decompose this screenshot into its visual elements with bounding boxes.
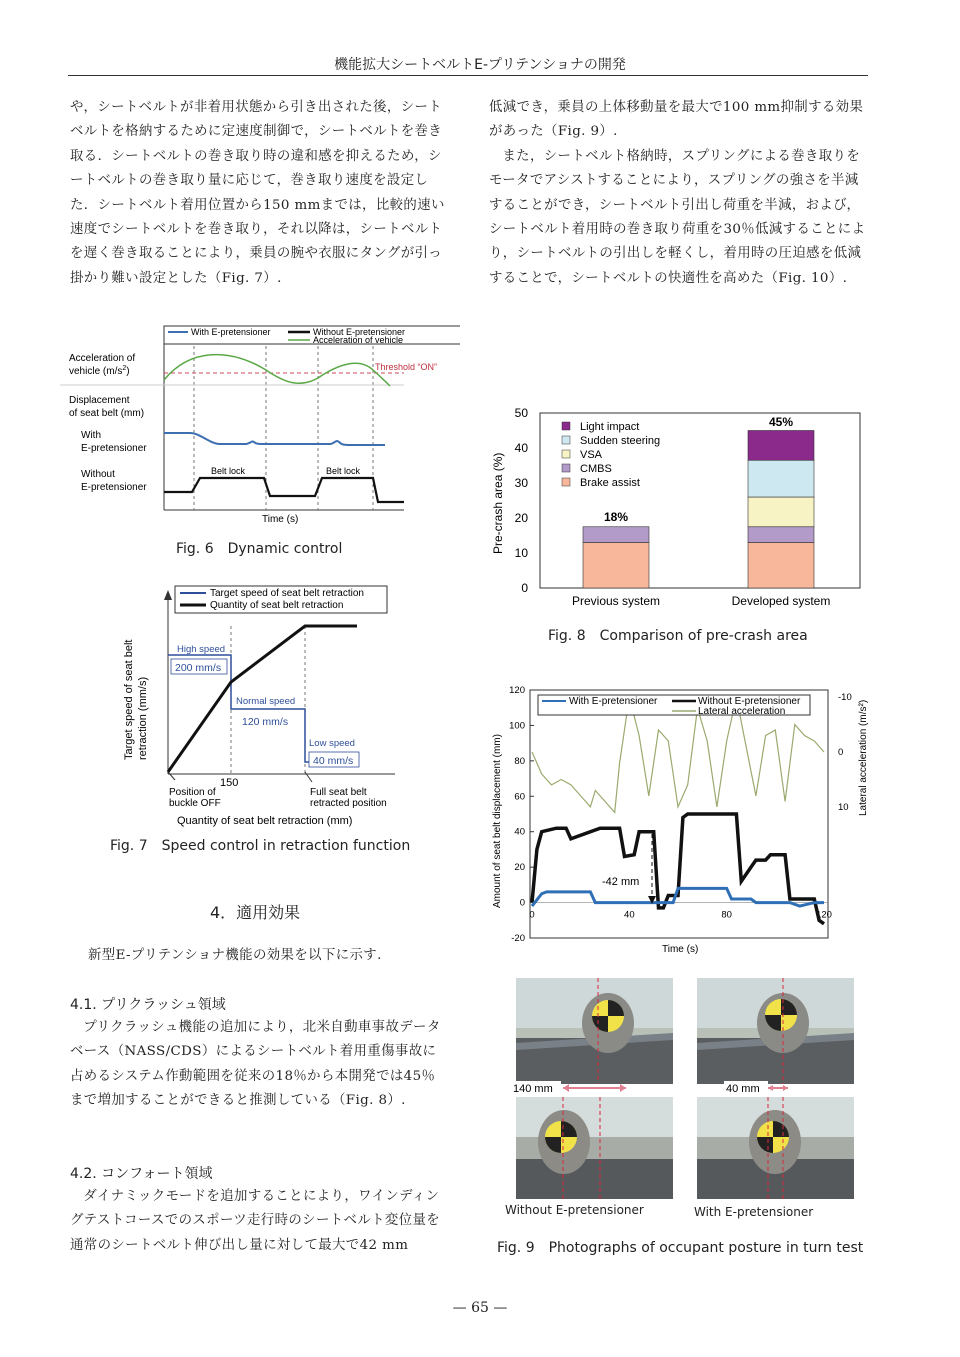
right-paragraphs bbox=[489, 96, 869, 291]
fig9-caption: Fig. 9 Photographs of occupant posture in turn test bbox=[497, 1240, 864, 1256]
page-number: — 65 — bbox=[452, 1300, 508, 1316]
fig9-y2label: Lateral acceleration (m/s²) bbox=[858, 699, 869, 816]
fig7-caption: Fig. 7 Speed control in retraction function bbox=[110, 838, 411, 854]
fig7-full-1: Full seat belt bbox=[310, 787, 367, 798]
fig7-legend-target: Target speed of seat belt retraction bbox=[210, 588, 364, 599]
fig7-tick-150: 150 bbox=[220, 777, 239, 789]
fig6-dynamic-control bbox=[60, 318, 460, 558]
fig8-legend-swatch-brake-assist bbox=[562, 478, 570, 486]
fig9-label-without: Without E-pretensioner bbox=[505, 1203, 644, 1217]
fig6-accel-curve bbox=[164, 355, 390, 386]
fig8-y-tick-0: 0 bbox=[521, 581, 528, 595]
fig6-xlabel: Time (s) bbox=[262, 514, 299, 525]
fig8-y-tick-30: 30 bbox=[514, 476, 528, 490]
fig9-x-tick-80: 80 bbox=[721, 909, 732, 921]
fig8-bar-previous-cmbs bbox=[583, 527, 649, 543]
fig8-legend-vsa: VSA bbox=[580, 449, 603, 461]
fig8-y-ticks bbox=[515, 406, 529, 595]
fig9-ylabel: Amount of seat belt displacement (mm) bbox=[492, 734, 503, 908]
fig9-xlabel: Time (s) bbox=[662, 944, 699, 955]
fig9-label-40: 40 mm bbox=[726, 1083, 760, 1095]
fig6-label-disp-2: of seat belt (mm) bbox=[69, 408, 145, 419]
fig8-category-previous: Previous system bbox=[571, 594, 661, 608]
fig8-legend-swatch-light-impact bbox=[562, 422, 570, 430]
fig8-label-previous: 18% bbox=[603, 510, 629, 524]
fig8-legend bbox=[562, 421, 660, 489]
fig9-y2-tick-10: 10 bbox=[838, 801, 849, 813]
fig9-plot-frame bbox=[530, 690, 828, 938]
fig8-y-tick-20: 20 bbox=[514, 511, 528, 525]
fig7-xlabel: Quantity of seat belt retraction (mm) bbox=[177, 815, 353, 827]
fig8-legend-cmbs: CMBS bbox=[580, 463, 612, 475]
fig7-normal-speed: Normal speed bbox=[236, 696, 296, 707]
fig8-caption: Fig. 8 Comparison of pre-crash area bbox=[548, 628, 808, 644]
fig9-legend-with: With E-pretensioner bbox=[569, 696, 658, 707]
fig6-label-accel-1: Acceleration of bbox=[69, 353, 136, 364]
fig9-displacement-plot bbox=[486, 686, 870, 958]
fig9-y-tick-0: 0 bbox=[519, 897, 525, 909]
fig8-legend-swatch-sudden-steering bbox=[562, 436, 570, 444]
subsection-4-2-title: 4.2. コンフォート領域 bbox=[70, 1166, 213, 1182]
fig8-bar-developed-light-impact bbox=[748, 431, 814, 461]
fig8-legend-swatch-cmbs bbox=[562, 464, 570, 472]
fig8-y-tick-50: 50 bbox=[514, 406, 528, 420]
fig7-normal-value: 120 mm/s bbox=[242, 716, 289, 728]
fig6-belt-lock-2: Belt lock bbox=[326, 466, 361, 476]
fig8-bar-developed-vsa bbox=[748, 497, 814, 527]
fig7-low-value: 40 mm/s bbox=[313, 755, 354, 767]
fig8-ylabel: Pre-crash area (%) bbox=[491, 452, 505, 554]
left-paragraph-1: や，シートベルトが非着用状態から引き出された後，シートベルトを格納するために定速度制御で，シートベルトを巻き取る．シートベルトの巻き取り時の違和感を抑えるため，シートベルトの巻き取り量に応じて，巻き取り速度を設定した．シートベルト着用位置から150 mmまでは，比較的速い速度でシートベルトを巻き取り，それ以降は，シートベルトを遅く巻き取ることにより，乗員の腕や衣服にタングが引っ掛かり難い設定とした（Fig. 7）. bbox=[70, 100, 445, 286]
fig6-legend-with: With E-pretensioner bbox=[191, 327, 271, 337]
fig6-label-disp-1: Displacement bbox=[69, 395, 130, 406]
fig8-bar-developed-sudden-steering bbox=[748, 460, 814, 497]
fig9-label-with: With E-pretensioner bbox=[694, 1205, 814, 1219]
fig9-measurements bbox=[508, 1078, 858, 1102]
fig7-speed-control bbox=[105, 582, 415, 832]
running-header: 機能拡大シートベルトE-プリテンショナの開発 bbox=[334, 57, 626, 73]
fig9-y-tick-120: 120 bbox=[509, 686, 525, 696]
fig6-with-line bbox=[164, 433, 385, 445]
fig7-ylabel-2: retraction (mm/s) bbox=[137, 676, 149, 760]
fig8-legend-sudden-steering: Sudden steering bbox=[580, 435, 661, 447]
fig9-annotation: -42 mm bbox=[602, 876, 640, 888]
fig6-label-without-2: E-pretensioner bbox=[81, 482, 147, 493]
fig8-y-tick-10: 10 bbox=[514, 546, 528, 560]
section-4-intro: 新型E-プリテンショナ機能の効果を以下に示す. bbox=[88, 948, 382, 963]
fig7-ylabel-1: Target speed of seat belt bbox=[123, 639, 135, 760]
fig6-caption: Fig. 6 Dynamic control bbox=[176, 541, 343, 557]
fig9-y2-tick--10: -10 bbox=[838, 692, 852, 704]
fig9-y-tick-40: 40 bbox=[514, 826, 525, 838]
fig8-label-developed: 45% bbox=[768, 415, 794, 429]
fig9-y-tick--20: -20 bbox=[511, 933, 525, 944]
fig6-legend-without: Without E-pretensioner bbox=[313, 327, 406, 337]
fig6-belt-lock-1: Belt lock bbox=[211, 466, 246, 476]
photo-without-bottom bbox=[516, 1097, 673, 1199]
fig9-legend-lat: Lateral acceleration bbox=[698, 706, 786, 717]
fig9-y-tick-100: 100 bbox=[509, 720, 525, 732]
right-paragraph-1: 低減でき，乗員の上体移動量を最大で100 mm抑制する効果があった（Fig. 9）. bbox=[489, 100, 864, 140]
header-rule bbox=[68, 75, 868, 76]
fig9-y-tick-60: 60 bbox=[514, 791, 525, 803]
subsection-4-1-title: 4.1. プリクラッシュ領域 bbox=[70, 997, 226, 1013]
fig8-y-tick-40: 40 bbox=[514, 441, 528, 455]
fig8-legend-light-impact: Light impact bbox=[580, 421, 640, 433]
fig7-y-arrow bbox=[164, 590, 172, 600]
photo-with-top bbox=[697, 978, 854, 1084]
fig9-x-tick-120: 120 bbox=[816, 909, 832, 921]
right-paragraph-2: また，シートベルト格納時，スプリングによる巻き取りをモータでアシストすることにより，スプリングの強さを半減することができ，シートベルト引出し荷重を半減，および，シートベルト着用時の巻き取り荷重を30％低減することにより，シートベルトの引出しを軽くし，着用時の圧迫感を低減することで，シートベルトの快適性を高めた（Fig. 10）. bbox=[489, 148, 866, 286]
fig6-legend-accel: Acceleration of vehicle bbox=[313, 335, 404, 345]
fig7-pos-buckle-1: Position of bbox=[169, 787, 216, 798]
photo-with-bottom bbox=[697, 1097, 854, 1199]
fig7-pos-buckle-2: buckle OFF bbox=[169, 798, 221, 809]
fig7-high-value: 200 mm/s bbox=[175, 662, 222, 674]
subsection-4-2-text: ダイナミックモードを追加することにより，ワインディングテストコースでのスポーツ走行時のシートベルト変位量を通常のシートベルト伸び出し量に対して最大で42 mm bbox=[70, 1189, 441, 1253]
fig7-full-2: retracted position bbox=[310, 798, 387, 809]
fig9-y-tick-80: 80 bbox=[514, 755, 525, 767]
subsection-4-1-text: プリクラッシュ機能の追加により，北米自動車事故データベース（NASS/CDS）によるシートベルト着用重傷事故に占めるシステム作動範囲を従来の18％から本開発では45％まで増加することができると推測している（Fig. 8）. bbox=[70, 1020, 441, 1109]
fig8-category-developed: Developed system bbox=[731, 594, 831, 608]
fig7-buckle-pointer bbox=[168, 772, 175, 780]
fig6-without-line bbox=[164, 478, 404, 502]
fig6-label-with-1: With bbox=[81, 430, 101, 441]
fig9-y2-tick-0: 0 bbox=[838, 747, 844, 758]
fig8-legend-swatch-vsa bbox=[562, 450, 570, 458]
fig9-label-140: 140 mm bbox=[513, 1083, 553, 1095]
fig6-label-with-2: E-pretensioner bbox=[81, 443, 147, 454]
fig6-label-accel-2: vehicle $(m/s^2)$ bbox=[69, 365, 130, 377]
fig8-bar-previous-brake-assist bbox=[583, 543, 649, 589]
photo-without-top bbox=[516, 978, 673, 1084]
fig9-x-tick-40: 40 bbox=[624, 909, 635, 921]
fig9-legend-without: Without E-pretensioner bbox=[698, 696, 801, 707]
fig8-legend-brake-assist: Brake assist bbox=[580, 477, 640, 489]
fig6-threshold-label: Threshold “ON” bbox=[375, 362, 438, 372]
fig8-bar-developed-brake-assist bbox=[748, 543, 814, 589]
fig9-y-tick-20: 20 bbox=[514, 862, 525, 874]
fig7-high-speed: High speed bbox=[177, 644, 226, 655]
fig6-label-without-1: Without bbox=[81, 469, 115, 480]
fig7-legend-quantity: Quantity of seat belt retraction bbox=[210, 600, 344, 611]
fig9-x-tick-0: 0 bbox=[529, 909, 535, 921]
fig9-without-line bbox=[532, 814, 824, 924]
section-4-title: 4．適用効果 bbox=[210, 903, 301, 922]
fig7-low-speed: Low speed bbox=[309, 738, 355, 749]
fig8-bar-developed-cmbs bbox=[748, 527, 814, 543]
fig8-bar-chart bbox=[488, 404, 868, 614]
